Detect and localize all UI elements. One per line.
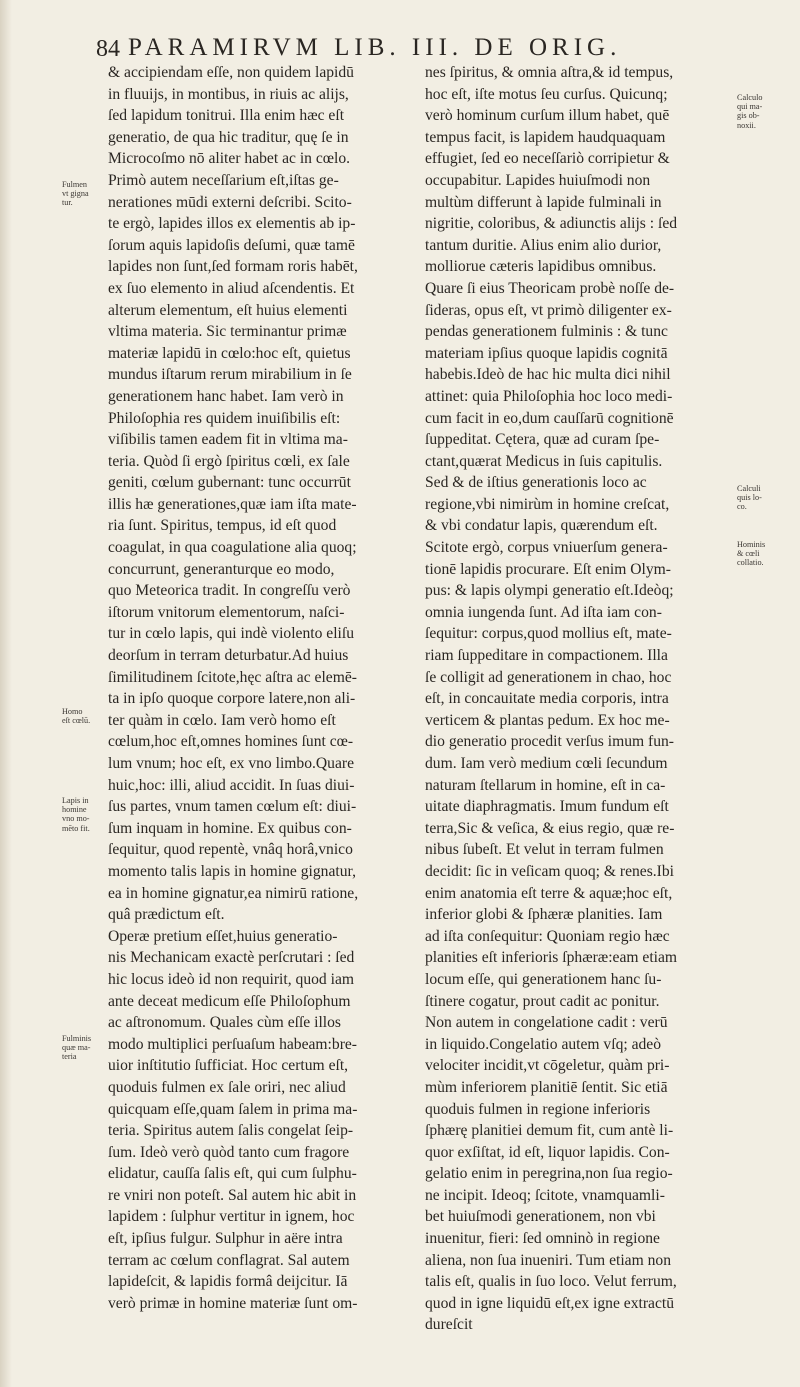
right-margin-note [737, 484, 795, 512]
text-line: ſorum aquis lapidoſis deſumi, quæ tamē [108, 236, 355, 254]
text-line: illis hæ generationes,quæ iam iſta mate- [108, 495, 357, 513]
text-line: regione,vbi nimirùm in homine creſcat, [425, 495, 670, 513]
text-line: aliena, non ſua inueniri. Tum etiam non [425, 1251, 672, 1269]
text-line: generatio, de qua hic traditur, quę ſe in [108, 128, 349, 146]
text-line: ria ſunt. Spiritus, tempus, id eſt quod [108, 517, 337, 535]
text-line: dum. Iam verò medium cœli ſecundum [425, 755, 668, 772]
text-line: nis Mechanicam exactè perſcrutari : ſed [108, 949, 355, 967]
margin-note-line: Fulminis [62, 1034, 92, 1043]
text-line: ſphærę planitiei demum fit, cum antè li- [425, 1122, 674, 1140]
margin-note-line: eſt cœlū. [62, 716, 91, 726]
text-line: ſideras, opus eſt, vt primò diligenter ex- [425, 301, 672, 319]
margin-note-line: vno mo- [62, 814, 90, 824]
text-line: Philoſophia res quidem inuiſibilis eſt: [108, 409, 341, 427]
text-line: tionē lapidis procurare. Eſt enim Olym- [425, 560, 671, 578]
text-line: cum facit in eo,dum cauſſarū cognitionē [425, 409, 674, 427]
text-line: generationem hanc habet. Iam verò in [108, 387, 344, 405]
text-line: tantum duritie. Alius enim alio durior, [425, 236, 662, 254]
right-margin-note [737, 540, 795, 568]
text-line: ſed lapidum tonitrui. Illa enim hæc eſt [108, 107, 345, 125]
text-line: dureſcit [425, 1316, 473, 1334]
text-line: ſum inquam in homine. Ex quibus con- [108, 819, 352, 837]
text-line: naturam ſtellarum in homine, eſt in ca- [425, 776, 666, 794]
text-line: velociter incidit,vt cōgeletur, quàm pri- [425, 1057, 670, 1075]
text-line: alterum elementum, eſt huius elementi [108, 301, 348, 319]
margin-note-line: gis ob- [737, 111, 760, 121]
text-line: teria. Quòd ſi ergò ſpiritus cœli, ex ſale [108, 452, 350, 470]
text-line: ante deceat medicum eſſe Philoſophum [108, 992, 351, 1010]
text-line: geniti, cœlum gubernant: tunc occurrūt [108, 474, 351, 492]
text-line: talis eſt, qualis in ſuo loco. Velut ferrum, [425, 1273, 677, 1291]
text-line: molliorue cæteris lapidibus omnibus. [425, 258, 657, 276]
text-line: quor exſiſtat, id eſt, liquor lapidis. Con- [425, 1143, 670, 1161]
text-line: mùm inferiorem planitiē ſentit. Sic etiā [425, 1078, 668, 1096]
margin-note-line: Calculo [737, 93, 763, 102]
left-text-column [108, 62, 413, 1314]
margin-note-line: co. [737, 502, 747, 512]
margin-note-line: vt gigna [62, 189, 89, 199]
text-line: occupabitur. Lapides huiuſmodi non [425, 171, 651, 189]
margin-note-line: tur. [62, 198, 73, 208]
text-line: attinet: quia Philoſophia hoc loco medi- [425, 387, 673, 405]
text-line: uitate diaphragmatis. Imum fundum eſt [425, 798, 669, 816]
left-margin-note [62, 796, 106, 833]
text-line: hoc eſt, iſte motus ſeu curſus. Quicunq; [425, 85, 668, 103]
margin-note-line: quæ ma- [62, 1043, 91, 1053]
text-line: Quare ſi eius Theoricam probè noſſe de- [425, 279, 675, 297]
left-margin-note [62, 707, 106, 725]
text-line: Operæ pretium eſſet,huius generatio- [108, 927, 338, 945]
right-text-column [425, 62, 730, 1336]
text-line: mundus iſtarum rerum mirabilium in ſe [108, 366, 352, 384]
text-line: verò primæ in homine materiæ ſunt om- [108, 1294, 358, 1312]
text-line: ex ſuo elemento in aliud aſcendentis. Et [108, 279, 355, 297]
text-line: materiam ipſius quoque lapidis cognitā [425, 344, 668, 362]
text-line: ſequitur: corpus,quod mollius eſt, mate- [425, 625, 672, 643]
text-line: ſuppeditat. Cętera, quæ ad curam ſpe- [425, 431, 660, 449]
text-line: materiæ lapidū in cœlo:hoc eſt, quietus [108, 344, 351, 362]
margin-note-line: noxii. [737, 120, 756, 130]
running-head: PARAMIRVM LIB. III. DE ORIG. [128, 34, 622, 61]
margin-note-line: teria [62, 1052, 77, 1062]
text-line: Non autem in congelatione cadit : verū [425, 1014, 668, 1032]
text-line: effugiet, ſed eo neceſſariò corripietur & [425, 150, 670, 168]
text-line: nerationes mūdi externi deſcribi. Scito- [108, 193, 352, 211]
page-fold-shadow [0, 0, 12, 1387]
text-line: in liquido.Congelatio autem vſq; adeò [425, 1035, 662, 1053]
text-line: iſtorum vnitorum elementorum, naſci- [108, 603, 345, 621]
text-line: coagulat, in qua coagulatione alia quoq; [108, 539, 357, 557]
text-line: eſt, in concauitate media corporis, intra [425, 690, 669, 708]
margin-note-line: Lapis in [62, 796, 89, 805]
text-line: momento talis lapis in homine gignatur, [108, 862, 356, 880]
text-line: re vniri non poteſt. Sal autem hic abit in [108, 1186, 357, 1204]
margin-note-line: & cœli [737, 549, 760, 559]
text-line: ne incipit. Ideoq; ſcitote, vnamquamli- [425, 1186, 665, 1204]
text-line: lapidem : ſulphur vertitur in ignem, hoc [108, 1208, 355, 1226]
text-line: eſt, ipſius fulgur. Sulphur in aëre intra [108, 1230, 343, 1248]
margin-note-line: Fulmen [62, 180, 88, 189]
right-margin-note [737, 93, 795, 130]
text-line: verticem & plantas pedum. Ex hoc me- [425, 711, 670, 729]
text-line: decidit: ſic in veſicam quoq; & renes.Ibi [425, 862, 674, 880]
left-margin-note [62, 180, 106, 208]
text-line: ac aſtronomum. Quales cùm eſſe illos [108, 1014, 341, 1032]
text-line: locum eſſe, qui generationem hanc ſu- [425, 970, 662, 988]
text-line: lapideſcit, & lapidis formâ deijcitur. Iā [108, 1273, 348, 1291]
margin-note-line: qui ma- [737, 102, 763, 112]
text-line: quicquam eſſe,quam ſalem in prima ma- [108, 1100, 358, 1118]
text-line: uior inſtitutio ſufficiat. Hoc certum eſt, [108, 1057, 349, 1075]
text-line: tur in cœlo lapis, qui indè violento eliſu [108, 625, 354, 643]
text-line: pendas generationem fulminis : & tunc [425, 323, 668, 341]
text-line: enim anatomia eſt terre & aquæ;hoc eſt, [425, 884, 673, 902]
margin-note-line: Homo [62, 707, 83, 716]
text-line: gelatio enim in peregrina,non ſua regio- [425, 1165, 673, 1183]
text-line: nibus ſubeſt. Et velut in terram fulmen [425, 841, 664, 859]
text-line: dio generatio procedit verſus imum fun- [425, 733, 674, 751]
text-line: bet huiuſmodi generationem, non vbi [425, 1208, 656, 1226]
margin-note-line: homine [62, 805, 87, 815]
text-line: Scitote ergò, corpus vniuerſum genera- [425, 539, 668, 557]
text-line: te ergò, lapides illos ex elementis ab ip- [108, 215, 356, 233]
text-line: ſus partes, vnum tamen cœlum eſt: diui- [108, 798, 357, 816]
text-line: ſimilitudinem ſcitote,hęc aſtra ac elemē- [108, 668, 357, 686]
text-line: omnia iungenda ſunt. Ad iſta iam con- [425, 603, 662, 621]
text-line: habebis.Ideò de hac hic multa dici nihil [425, 366, 671, 384]
text-line: quâ prædictum eſt. [108, 906, 225, 924]
text-line: Microcoſmo nō aliter habet ac in cœlo. [108, 150, 351, 168]
text-line: huic,hoc: illi, aliud accidit. In ſuas diui- [108, 776, 355, 794]
text-line: nes ſpiritus, & omnia aſtra,& id tempus, [425, 64, 674, 81]
text-line: planities eſt inferioris ſphæræ:eam etiam [425, 949, 678, 967]
text-line: multùm differunt à lapide fulminali in [425, 193, 662, 211]
text-line: Primò autem neceſſarium eſt,iſtas ge- [108, 171, 339, 189]
text-line: ta in ipſo quoque corpore latere,non ali- [108, 690, 356, 708]
text-line: pus: & lapis olympi generatio eſt.Ideòq; [425, 582, 674, 600]
text-line: ctant,quærat Medicus in ſuis capitulis. [425, 452, 663, 470]
margin-note-line: mēto fit. [62, 823, 90, 833]
text-line: concurrunt, generanturque eo modo, [108, 560, 335, 578]
text-line: ſequitur, quod repentè, vnâq horâ,vnico [108, 841, 353, 859]
text-line: teria. Spiritus autem ſalis congelat ſeip- [108, 1122, 354, 1140]
text-line: quoduis fulmen in regione inferioris [425, 1100, 651, 1118]
margin-note-line: quis lo- [737, 493, 762, 503]
margin-note-line: Calculi [737, 484, 761, 493]
text-line: Sed & de iſtius generationis loco ac [425, 474, 647, 492]
text-line: modo multiplici perſuaſum habeam:bre- [108, 1035, 357, 1053]
text-line: quo Meteorica tradit. In congreſſu verò [108, 582, 351, 600]
text-line: verò hominum curſum illum habet, quē [425, 107, 670, 125]
text-line: inuenitur, fieri: ſed omninò in regione [425, 1230, 660, 1248]
text-line: elidatur, cauſſa ſalis eſt, qui cum ſulphu- [108, 1165, 357, 1183]
text-line: ad iſta conſequitur: Quoniam regio hæc [425, 927, 670, 945]
text-line: & vbi condatur lapis, quærendum eſt. [425, 517, 658, 535]
text-line: riam ſuppeditare in compactionem. Illa [425, 647, 668, 665]
text-line: tempus facit, is lapidem haudquaquam [425, 128, 666, 146]
left-margin-note [62, 1034, 106, 1062]
text-line: ea in homine gignatur,ea nimirū ratione, [108, 884, 359, 902]
text-line: cœlum,hoc eſt,omnes homines ſunt cœ- [108, 733, 354, 751]
text-line: inferior globi & ſphæræ planities. Iam [425, 906, 663, 924]
text-line: lum vnum; hoc eſt, ex vno limbo.Quare [108, 755, 354, 772]
text-line: vltima materia. Sic terminantur primæ [108, 323, 347, 341]
page-header [96, 30, 764, 66]
text-line: ſum. Ideò verò quòd tanto cum fragore [108, 1143, 350, 1161]
margin-note-line: collatio. [737, 558, 764, 568]
text-line: nigritie, coloribus, & adiunctis alijs : ſed [425, 215, 678, 233]
text-line: ter quàm in cœlo. Iam verò homo eſt [108, 711, 336, 729]
text-line: ſtinere cogatur, prout cadit ac ponitur. [425, 992, 660, 1010]
text-line: terra,Sic & veſica, & eius regio, quæ re- [425, 819, 675, 837]
page-number: 84 [96, 36, 120, 62]
text-line: & accipiendam eſſe, non quidem lapidū [108, 64, 354, 81]
margin-note-line: Hominis [737, 540, 766, 549]
text-line: deorſum in terram deturbatur.Ad huius [108, 647, 349, 665]
text-line: quod in igne liquidū eſt,ex igne extractū [425, 1294, 675, 1312]
text-line: ſe colligit ad generationem in chao, hoc [425, 668, 672, 686]
text-line: hic locus ideò id non requirit, quod iam [108, 970, 354, 988]
text-line: in fluuijs, in montibus, in riuis ac alijs, [108, 85, 349, 103]
text-line: lapides non ſunt,ſed formam roris habēt, [108, 258, 358, 276]
text-line: terram ac cœlum conflagrat. Sal autem [108, 1251, 350, 1269]
text-line: quoduis fulmen ex ſale oriri, nec aliud [108, 1078, 346, 1096]
text-line: viſibilis tamen eadem fit in vltima ma- [108, 431, 348, 449]
